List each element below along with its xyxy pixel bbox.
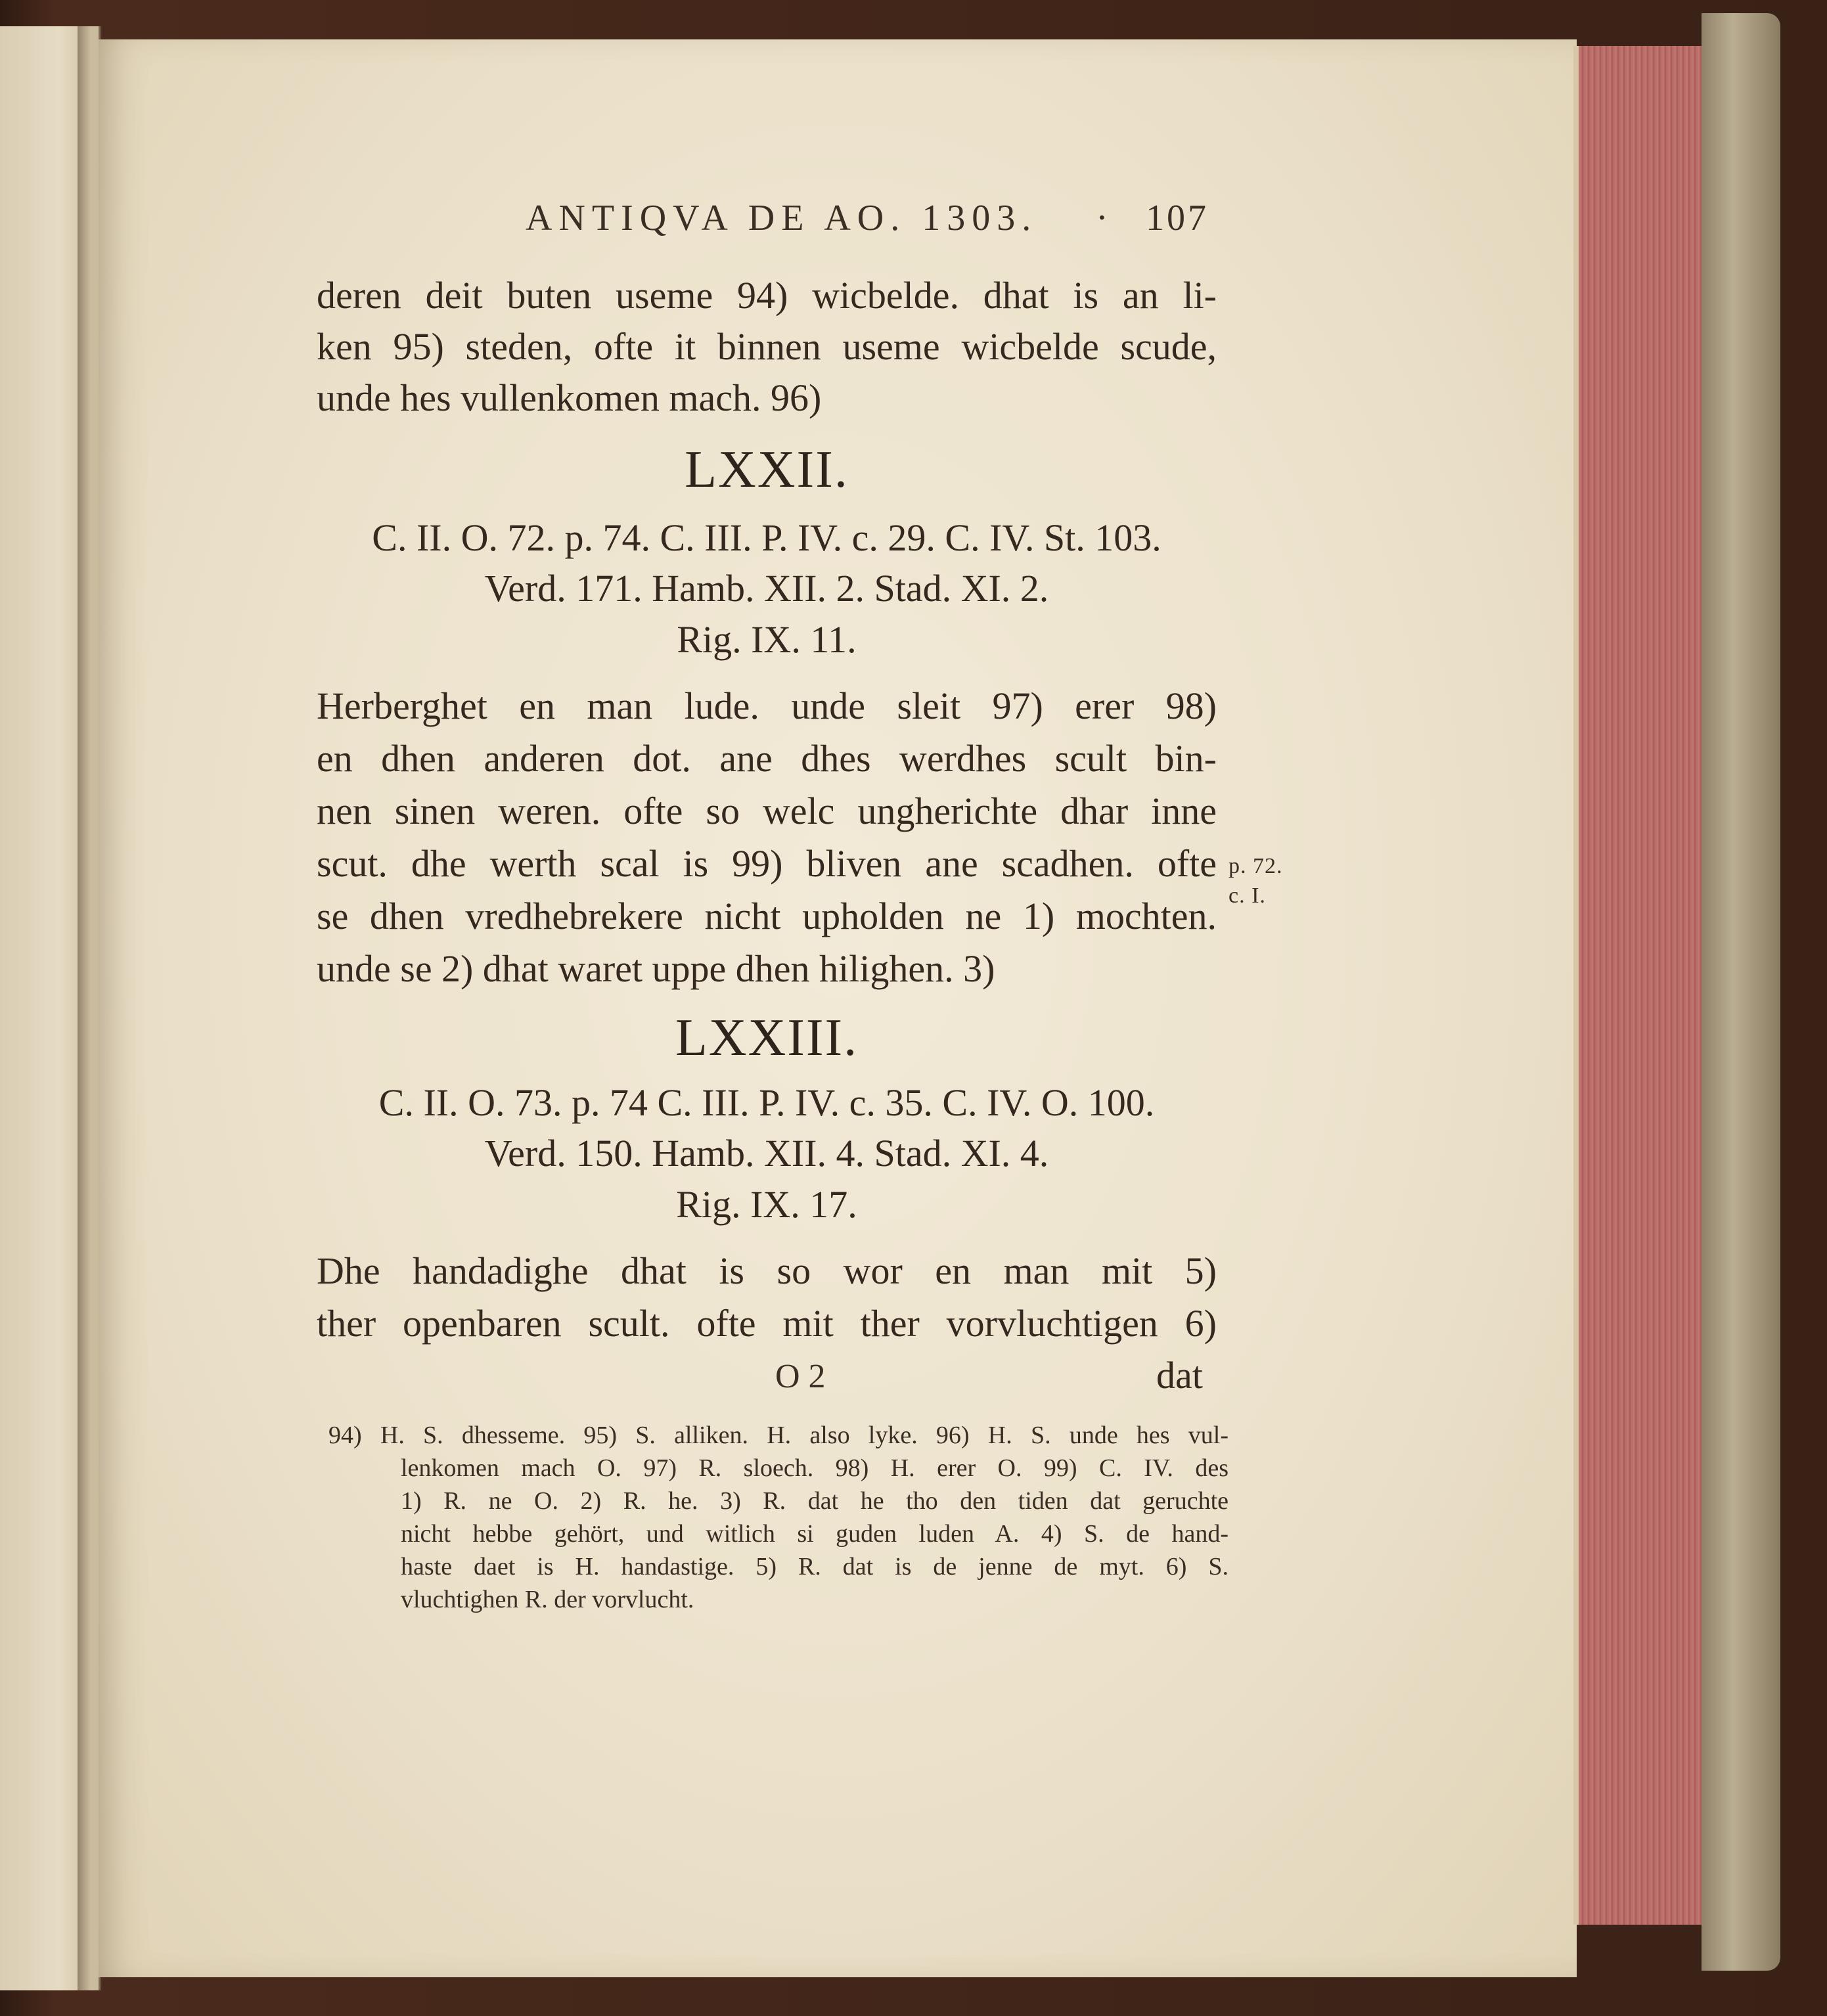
text-line: Herberghet en man lude. unde sleit 97) erer 98) [317,684,1217,727]
concordance-line: Rig. IX. 17. [676,1183,857,1226]
text-line: scut. dhe werth scal is 99) bliven ane scadhen. ofte [317,842,1217,885]
chapter-heading-73: LXXIII. [675,1009,859,1067]
footnote-line: lenkomen mach O. 97) R. sloech. 98) H. erer O. 99) C. IV. des [401,1454,1229,1482]
concordance-line: Rig. IX. 11. [677,618,857,661]
text-line: ther openbaren scult. ofte mit ther vorvluchtigen 6) [317,1302,1217,1345]
concordance-line: Verd. 171. Hamb. XII. 2. Stad. XI. 2. [484,567,1049,610]
chapter-heading-72: LXXII. [685,441,849,499]
page-number: 107 [1146,198,1209,238]
text-line: deren deit buten useme 94) wicbelde. dhat is an li- [317,274,1217,317]
concordance-line: Verd. 150. Hamb. XII. 4. Stad. XI. 4. [484,1132,1049,1175]
text-line: unde hes vullenkomen mach. 96) [317,376,822,419]
text-line: unde se 2) dhat waret uppe dhen hilighen. 3) [317,947,995,990]
catchword: dat [1156,1354,1203,1397]
margin-note-chapter: c. I. [1229,884,1266,908]
book-cover [1702,13,1780,1971]
footnote-line: 94) H. S. dhesseme. 95) S. alliken. H. also lyke. 96) H. S. unde hes vul- [328,1422,1229,1449]
page-edges [1573,46,1710,1925]
text-line: en dhen anderen dot. ane dhes werdhes scult bin- [317,737,1217,780]
footnote-line: 1) R. ne O. 2) R. he. 3) R. dat he tho den tiden dat geruchte [401,1487,1229,1515]
footnote-line: vluchtighen R. der vorvlucht. [401,1586,694,1613]
text-line: ken 95) steden, ofte it binnen useme wicbelde scude, [317,325,1217,368]
margin-note-page: p. 72. [1229,854,1283,878]
header-dot: · [1096,198,1115,238]
signature-mark: O 2 [775,1358,826,1395]
text-line: nen sinen weren. ofte so welc ungherichte dhar inne [317,790,1217,832]
concordance-line: C. II. O. 72. p. 74. C. III. P. IV. c. 29. C. IV. St. 103. [372,516,1162,559]
text-line: se dhen vredhebrekere nicht upholden ne 1) mochten. [317,895,1217,937]
running-title: ANTIQVA DE AO. 1303. [526,198,1038,238]
text-line: Dhe handadighe dhat is so wor en man mit 5) [317,1249,1217,1292]
concordance-line: C. II. O. 73. p. 74 C. III. P. IV. c. 35. C. IV. O. 100. [378,1081,1155,1124]
footnote-line: nicht hebbe gehört, und witlich si guden luden A. 4) S. de hand- [401,1520,1229,1548]
footnote-line: haste daet is H. handastige. 5) R. dat is de jenne de myt. 6) S. [401,1553,1229,1580]
